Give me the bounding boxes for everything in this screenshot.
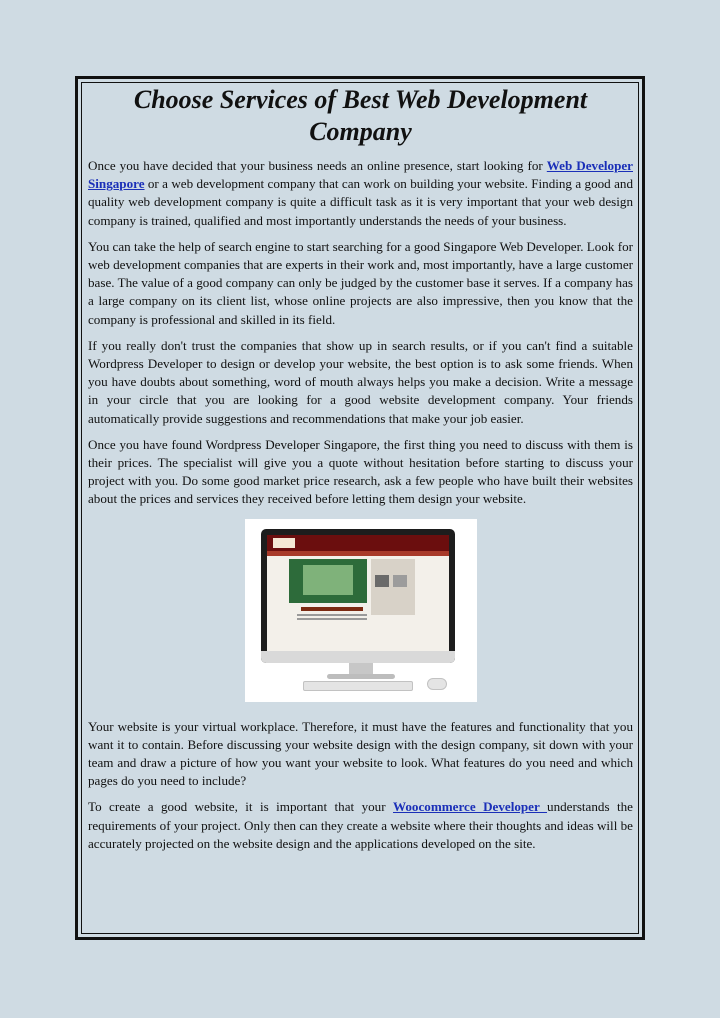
woocommerce-developer-link[interactable]: Woocommerce Developer xyxy=(393,799,548,815)
paragraph-5: Your website is your virtual workplace. Therefore, it must have the features and functionality that you want it to contain. Before discussing your website design with the design company, sit down with your team and draw a picture of how you want your website to look. What features do you need and which pages do you need to include? xyxy=(88,718,633,789)
paragraph-6-text-a: To create a good website, it is important that your xyxy=(88,799,394,815)
keyboard-icon xyxy=(303,681,413,691)
document-body xyxy=(88,84,633,861)
site-banner-highlight xyxy=(303,565,353,595)
site-caption-line xyxy=(297,614,367,616)
paragraph-1 xyxy=(88,157,633,230)
monitor-stand xyxy=(349,663,373,675)
document-title: Choose Services of Best Web Development Company xyxy=(133,85,588,146)
desktop-monitor-icon xyxy=(261,529,455,663)
website-screenshot-image xyxy=(245,519,477,702)
site-logo xyxy=(273,538,295,548)
site-header xyxy=(267,535,449,551)
monitor-base xyxy=(327,674,395,679)
site-caption-line xyxy=(297,618,367,620)
paragraph-1-text-a: Once you have decided that your business needs an online presence, start looking for xyxy=(88,158,547,173)
paragraph-1-text-b: or a web development company that can work on building your website. Finding a good and quality web development company is quite a difficult task as it is very important that your web design company is trained, qualified and most importantly understands the needs of your business. xyxy=(88,176,633,228)
mouse-icon xyxy=(427,678,447,690)
paragraph-4: Once you have found Wordpress Developer Singapore, the first thing you need to discuss with them is their prices. The specialist will give you a quote without hesitation before starting to discuss your project with you. Do some good market price research, ask a few people who have built their websites about the prices and services they received before letting them design your website. xyxy=(88,436,633,507)
monitor-screen xyxy=(267,535,449,651)
paragraph-2: You can take the help of search engine to start searching for a good Singapore Web Developer. Look for web development companies that are experts in their work and, most importantly, have a large customer base. The value of a good company can only be judged by the customer base it serves. If a company has a large company on its client list, whose online projects are also impressive, then you know that the company is professional and skilled in its field. xyxy=(88,238,633,327)
site-caption-heading xyxy=(301,607,363,611)
paragraph-6 xyxy=(88,798,633,853)
monitor-chin xyxy=(261,651,455,663)
paragraph-3: If you really don't trust the companies that show up in search results, or if you can't find a suitable Wordpress Developer to design or develop your website, the best option is to ask some friends. When you have doubts about something, word of mouth always helps you make a decision. Write a message in your circle that you are looking for a good website development company. Your friends automatically provide suggestions and recommendations that make your job easier. xyxy=(88,337,633,426)
site-sidebar-thumb-b xyxy=(393,575,407,587)
site-nav-bar xyxy=(267,551,449,556)
site-sidebar-thumb-a xyxy=(375,575,389,587)
paragraph-6-text-b: understands the requirements of your project. Only then can they create a website where their thoughts and ideas will be accurately projected on the website design and the applications developed on the site. xyxy=(88,799,633,851)
web-developer-singapore-link[interactable]: Web Developer Singapore xyxy=(88,158,633,192)
site-sidebar xyxy=(371,559,415,615)
